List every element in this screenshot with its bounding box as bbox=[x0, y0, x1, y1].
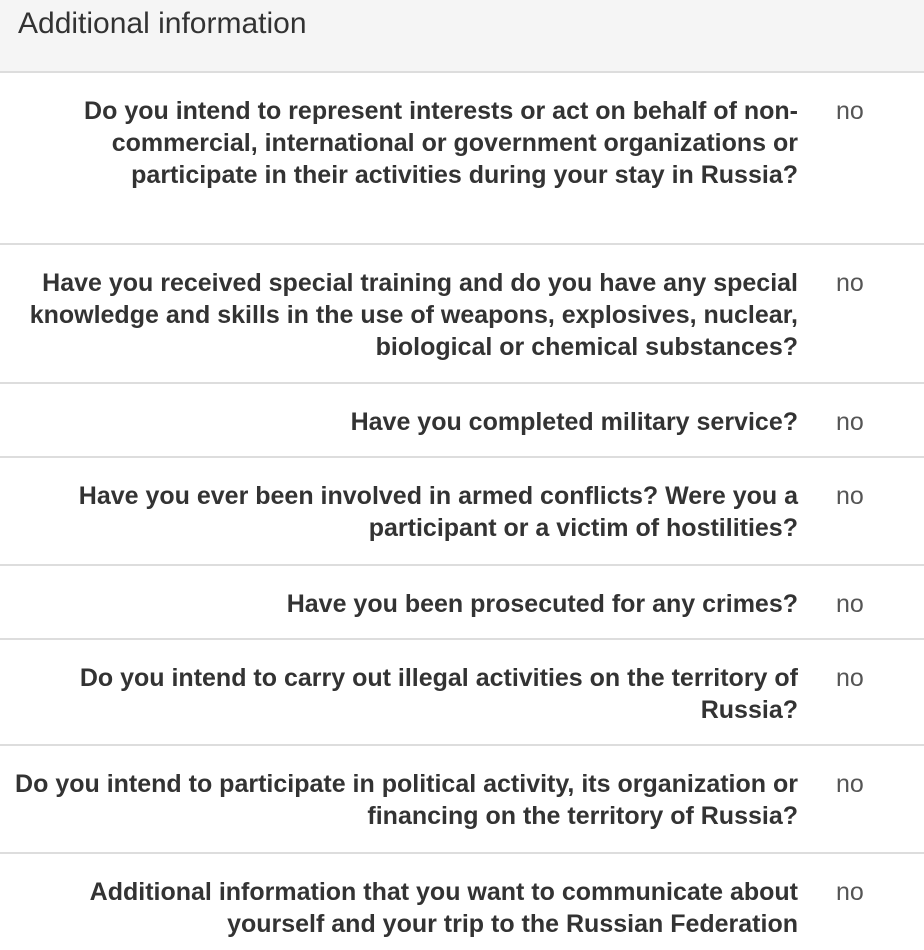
question-row bbox=[0, 746, 924, 854]
question-label: Do you intend to participate in political activity, its organization or financing on the territory of Russia? bbox=[15, 770, 798, 830]
answer-value: no bbox=[836, 770, 864, 798]
question-label: Have you completed military service? bbox=[350, 408, 798, 436]
question-row bbox=[0, 73, 924, 245]
panel-header bbox=[0, 0, 924, 73]
answer-value: no bbox=[836, 97, 864, 125]
answer-value: no bbox=[836, 408, 864, 436]
question-row bbox=[0, 384, 924, 458]
question-label: Additional information that you want to communicate about yourself and your trip to the Russian Federation bbox=[89, 878, 798, 938]
question-label: Do you intend to carry out illegal activities on the territory of Russia? bbox=[79, 664, 798, 724]
question-row bbox=[0, 854, 924, 950]
question-label: Have you ever been involved in armed conflicts? Were you a participant or a victim of hostilities? bbox=[78, 482, 798, 542]
answer-value: no bbox=[836, 269, 864, 297]
question-label: Do you intend to represent interests or act on behalf of non-commercial, international or government organizations or participate in their activities during your stay in Russia? bbox=[84, 97, 798, 189]
answer-value: no bbox=[836, 482, 864, 510]
question-row bbox=[0, 640, 924, 746]
question-label: Have you been prosecuted for any crimes? bbox=[286, 590, 798, 618]
answer-value: no bbox=[836, 878, 864, 906]
question-row bbox=[0, 566, 924, 640]
question-list bbox=[0, 73, 924, 950]
question-row bbox=[0, 245, 924, 384]
panel-title: Additional information bbox=[18, 7, 307, 40]
question-label: Have you received special training and do you have any special knowledge and skills in the use of weapons, explosives, nuclear, biological or chemical substances? bbox=[29, 269, 798, 361]
answer-value: no bbox=[836, 590, 864, 618]
question-row bbox=[0, 458, 924, 566]
answer-value: no bbox=[836, 664, 864, 692]
